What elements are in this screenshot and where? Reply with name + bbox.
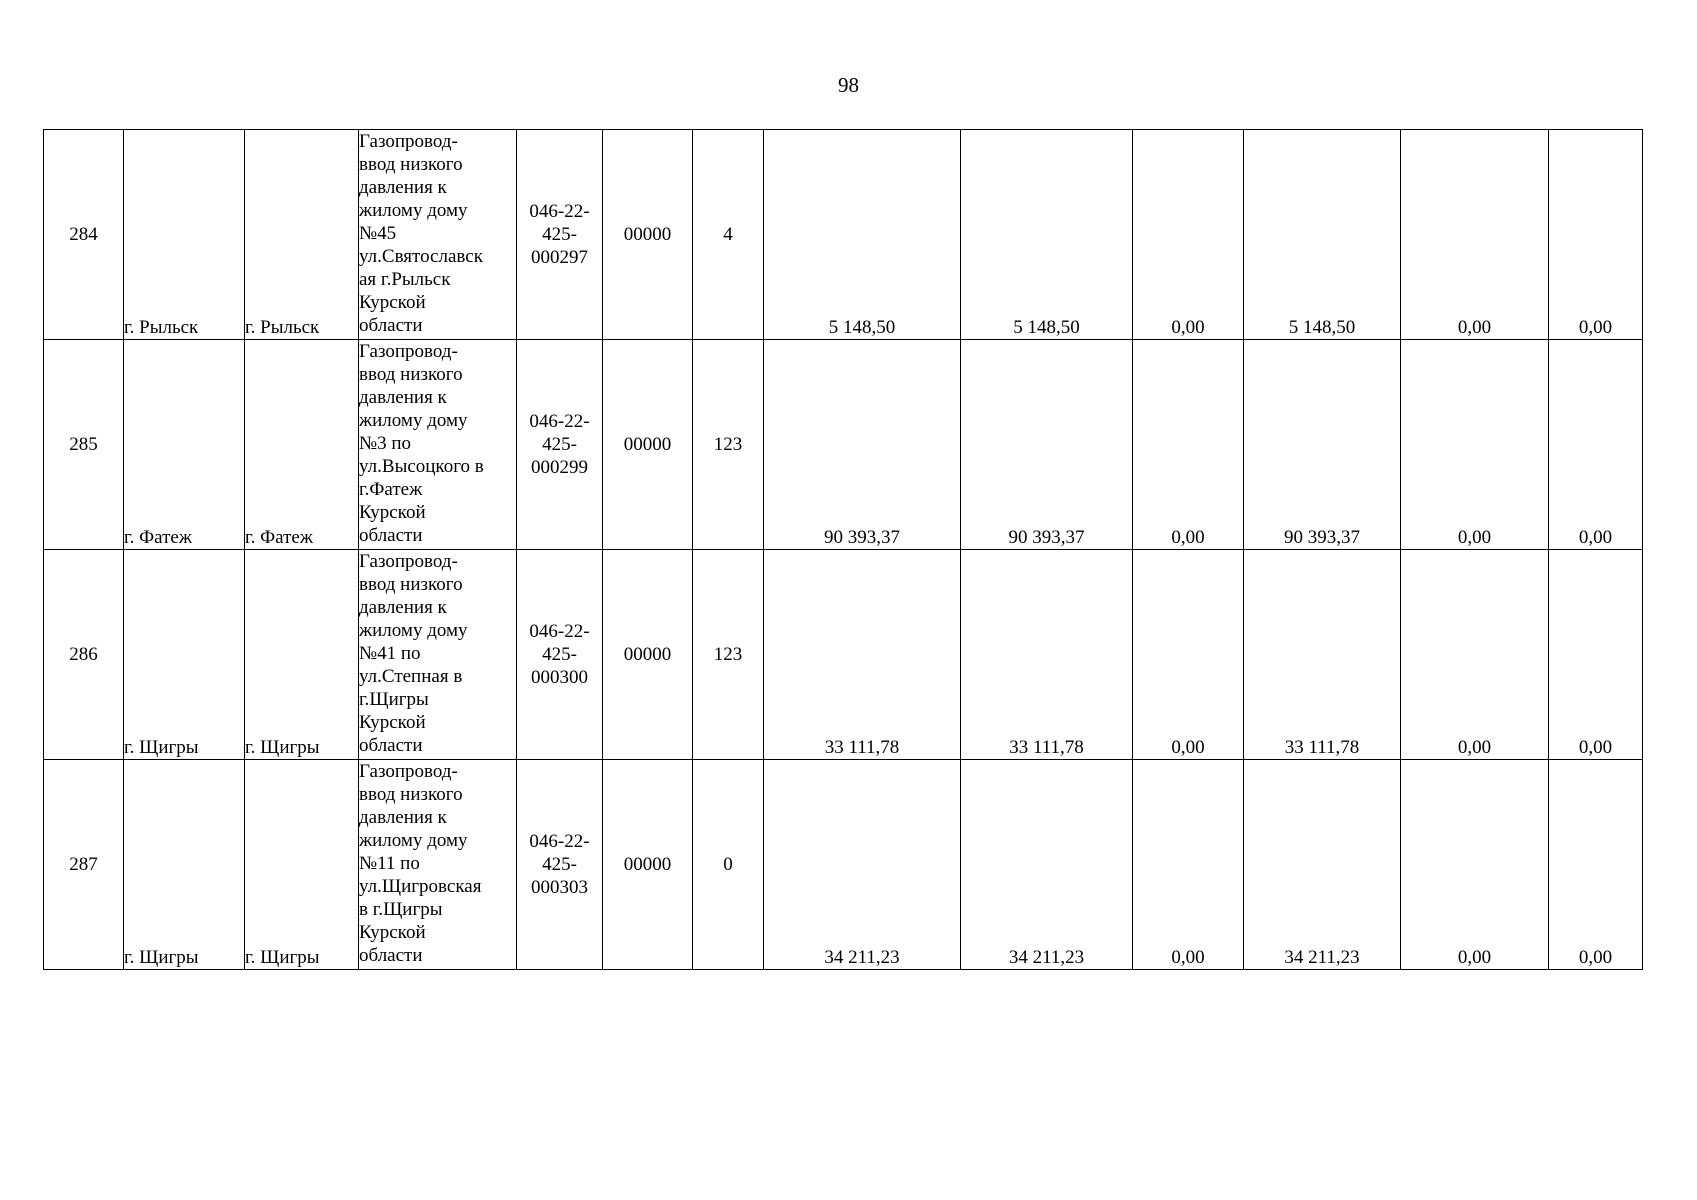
- value-cell: 0,00: [1133, 550, 1244, 760]
- value-cell: 0,00: [1401, 760, 1549, 970]
- municipality-cell: г. Рыльск: [124, 130, 245, 340]
- value-cell: 34 211,23: [764, 760, 961, 970]
- value-cell: 0,00: [1401, 340, 1549, 550]
- table-row: [44, 550, 1643, 760]
- code-cell: 00000: [603, 550, 693, 760]
- value-cell: 90 393,37: [764, 340, 961, 550]
- inventory-number-cell: 046-22- 425- 000299: [517, 340, 603, 550]
- value-cell: 34 211,23: [961, 760, 1133, 970]
- value-cell: 90 393,37: [1244, 340, 1401, 550]
- row-number: 284: [44, 130, 124, 340]
- value-cell: 0,00: [1401, 130, 1549, 340]
- value-cell: 5 148,50: [1244, 130, 1401, 340]
- municipality-cell: г. Фатеж: [124, 340, 245, 550]
- object-description-cell: Газопровод- ввод низкого давления к жилому дому №11 по ул.Щигровская в г.Щигры Курской области: [359, 760, 517, 970]
- settlement-cell: г. Щигры: [245, 760, 359, 970]
- inventory-number-cell: 046-22- 425- 000297: [517, 130, 603, 340]
- page-number: 98: [838, 73, 859, 97]
- row-number: 285: [44, 340, 124, 550]
- table-row: [44, 340, 1643, 550]
- value-cell: 0,00: [1133, 760, 1244, 970]
- value-cell: 33 111,78: [764, 550, 961, 760]
- value-cell: 0,00: [1549, 340, 1643, 550]
- value-cell: 5 148,50: [764, 130, 961, 340]
- inventory-number-cell: 046-22- 425- 000300: [517, 550, 603, 760]
- settlement-cell: г. Фатеж: [245, 340, 359, 550]
- value-cell: 0,00: [1401, 550, 1549, 760]
- value-cell: 33 111,78: [1244, 550, 1401, 760]
- row-number: 286: [44, 550, 124, 760]
- code-cell: 00000: [603, 340, 693, 550]
- object-description-cell: Газопровод- ввод низкого давления к жилому дому №45 ул.Святославск ая г.Рыльск Курской области: [359, 130, 517, 340]
- value-cell: 0,00: [1549, 130, 1643, 340]
- value-cell: 90 393,37: [961, 340, 1133, 550]
- value-cell: 0,00: [1549, 760, 1643, 970]
- settlement-cell: г. Щигры: [245, 550, 359, 760]
- object-description-cell: Газопровод- ввод низкого давления к жилому дому №41 по ул.Степная в г.Щигры Курской области: [359, 550, 517, 760]
- quantity-cell: 123: [693, 550, 764, 760]
- object-description-cell: Газопровод- ввод низкого давления к жилому дому №3 по ул.Высоцкого в г.Фатеж Курской области: [359, 340, 517, 550]
- settlement-cell: г. Рыльск: [245, 130, 359, 340]
- code-cell: 00000: [603, 130, 693, 340]
- value-cell: 0,00: [1133, 340, 1244, 550]
- quantity-cell: 123: [693, 340, 764, 550]
- quantity-cell: 0: [693, 760, 764, 970]
- quantity-cell: 4: [693, 130, 764, 340]
- municipality-cell: г. Щигры: [124, 550, 245, 760]
- row-number: 287: [44, 760, 124, 970]
- value-cell: 0,00: [1549, 550, 1643, 760]
- code-cell: 00000: [603, 760, 693, 970]
- table-row: [44, 130, 1643, 340]
- registry-table: [43, 129, 1643, 970]
- value-cell: 34 211,23: [1244, 760, 1401, 970]
- municipality-cell: г. Щигры: [124, 760, 245, 970]
- value-cell: 0,00: [1133, 130, 1244, 340]
- value-cell: 33 111,78: [961, 550, 1133, 760]
- table-row: [44, 760, 1643, 970]
- inventory-number-cell: 046-22- 425- 000303: [517, 760, 603, 970]
- value-cell: 5 148,50: [961, 130, 1133, 340]
